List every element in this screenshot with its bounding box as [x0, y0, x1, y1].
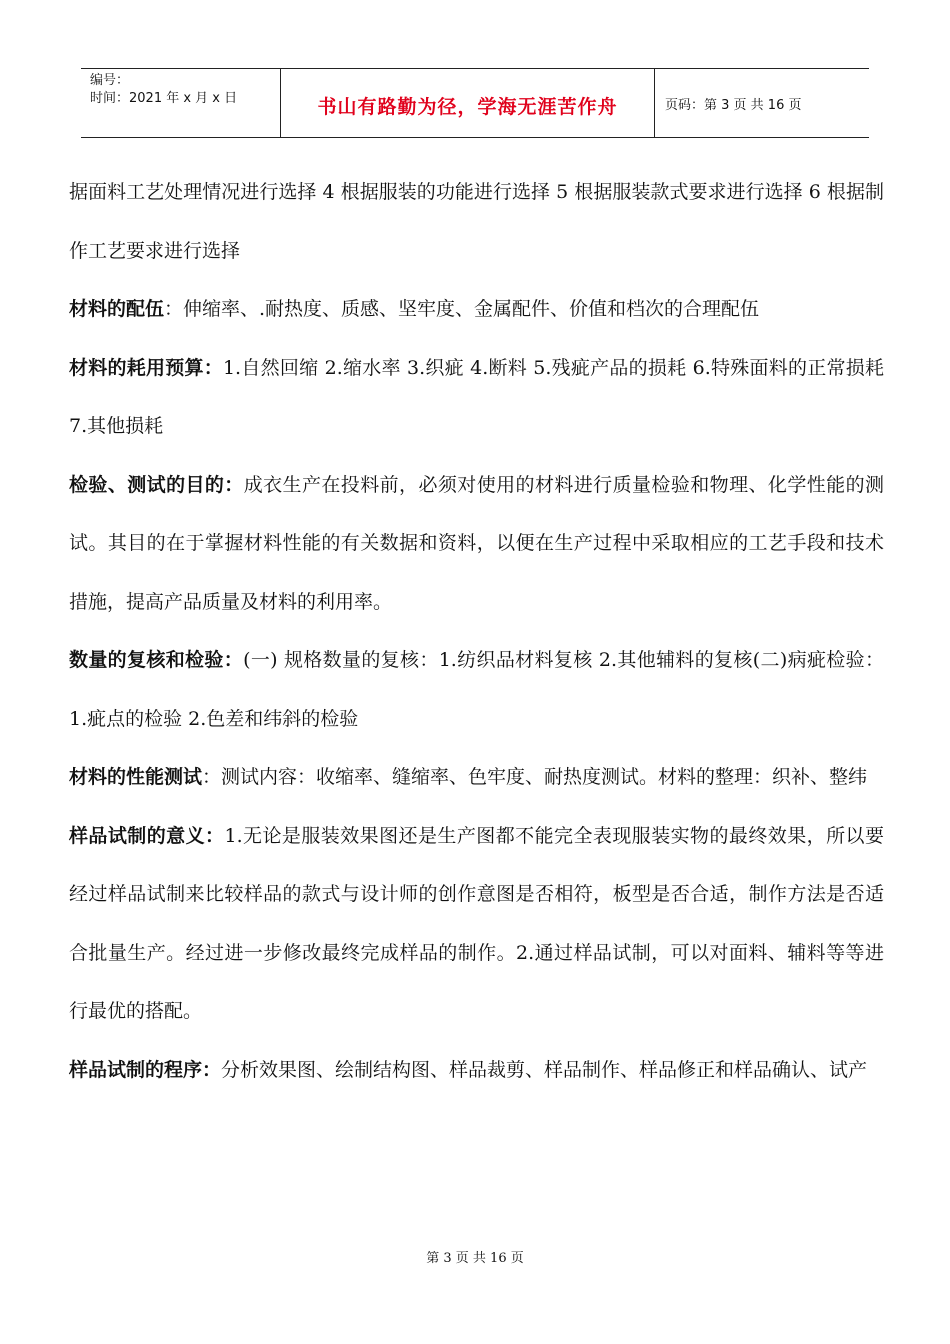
header-motto: 书山有路勤为径，学海无涯苦作舟 [317, 95, 618, 118]
paragraph [69, 280, 884, 339]
paragraph-heading: 样品试制的程序： [69, 1058, 222, 1081]
header-meta [81, 69, 281, 137]
paragraph-heading: 样品试制的意义： [69, 824, 225, 847]
paragraph [69, 631, 884, 748]
header-page-cell [655, 69, 869, 137]
paragraph-text: 成衣生产在投料前，必须对使用的材料进行质量检验和物理、化学性能的测试。其目的在于掌握材料性能的有关数据和资料，以便在生产过程中采取相应的工艺手段和技术措施，提高产品质量及材料的利用率。 [69, 473, 884, 613]
paragraph-heading: 材料的性能测试 [69, 766, 203, 788]
paragraph-text: (一) 规格数量的复核：1.纺织品材料复核 2.其他辅料的复核(二)病疵检验：1.疵点的检验 2.色差和纬斜的检验 [69, 649, 884, 730]
paragraph [69, 1041, 884, 1100]
header-table [81, 68, 869, 138]
paragraph-text: ：伸缩率、.耐热度、质感、坚牢度、金属配件、价值和档次的合理配伍 [164, 298, 760, 320]
paragraph [69, 456, 884, 632]
paragraph-heading: 材料的耗用预算： [69, 356, 223, 379]
paragraph [69, 339, 884, 456]
paragraph-heading: 数量的复核和检验： [69, 649, 244, 671]
header-page-number: 页码：第 3 页 共 16 页 [665, 97, 802, 113]
paragraph-text: 分析效果图、绘制结构图、样品裁剪、样品制作、样品修正和样品确认、试产 [221, 1058, 868, 1081]
header-motto-cell [281, 69, 655, 137]
paragraph-heading: 材料的配伍 [69, 298, 165, 320]
paragraph [69, 748, 884, 807]
document-date-label: 时间：2021 年 x 月 x 日 [90, 91, 238, 106]
paragraph-text: 据面料工艺处理情况进行选择 4 根据服装的功能进行选择 5 根据服装款式要求进行选择 6 根据制作工艺要求进行选择 [69, 181, 884, 262]
document-body [69, 163, 884, 1099]
paragraph-text: 1.自然回缩 2.缩水率 3.织疵 4.断料 5.残疵产品的损耗 6.特殊面料的正常损耗 7.其他损耗 [69, 356, 884, 437]
document-number-label: 编号： [90, 73, 130, 88]
paragraph-heading: 检验、测试的目的： [69, 473, 244, 496]
paragraph [69, 163, 884, 280]
paragraph [69, 807, 884, 1041]
page-footer: 第 3 页 共 16 页 [426, 1251, 524, 1266]
paragraph-text: ：测试内容：收缩率、缝缩率、色牢度、耐热度测试。材料的整理：织补、整纬 [202, 766, 868, 788]
paragraph-text: 1.无论是服装效果图还是生产图都不能完全表现服装实物的最终效果，所以要经过样品试制来比较样品的款式与设计师的创作意图是否相符，板型是否合适，制作方法是否适合批量生产。经过进一步修改最终完成样品的制作。2.通过样品试制，可以对面料、辅料等等进行最优的搭配。 [69, 824, 884, 1022]
